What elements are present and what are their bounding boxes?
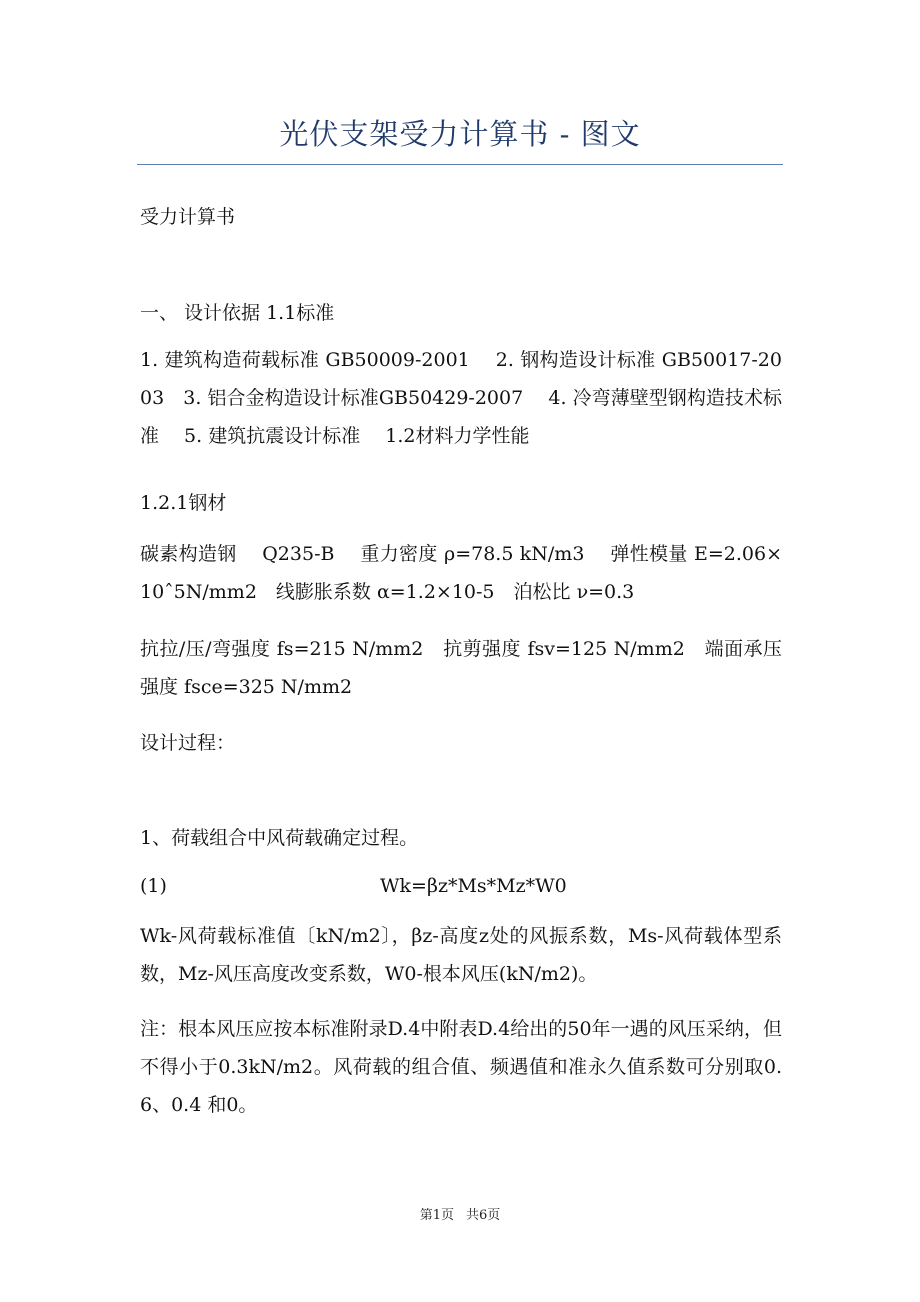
title-divider [137,164,783,165]
strength-paragraph: 抗拉/压/弯强度 fs=215 N/mm2 抗剪强度 fsv=125 N/mm2 端面承压强度 fsce=325 N/mm2 [140,638,782,698]
design-basis-heading: 一、 设计依据 1.1标准 [140,302,335,324]
page-total: 共6页 [466,1208,501,1223]
formula-line [140,867,782,905]
page-number: 第1页 [419,1208,454,1223]
design-process-heading: 设计过程： [140,732,236,754]
page-title: 光伏支架受力计算书 - 图文 [279,117,641,151]
steel-subheading: 1.2.1钢材 [140,492,227,514]
steel-properties-paragraph: 碳素构造钢 Q235-B 重力密度 ρ=78.5 kN/m3 弹性模量 E=2.06×10ˆ5N/mm2 线膨胀系数 α=1.2×10-5 泊松比 ν=0.3 [140,543,782,603]
page-footer [0,1207,920,1225]
symbols-paragraph: Wk-风荷载标准值〔kN/m2〕，βz-高度z处的风振系数，Ms-风荷载体型系数，Mz-风压高度改变系数，W0-根本风压(kN/m2)。 [140,925,782,985]
note-paragraph: 注：根本风压应按本标准附录D.4中附表D.4给出的50年一遇的风压采纳，但不得小于0.3kN/m2。风荷载的组合值、频遇值和准永久值系数可分别取0.6、0.4 和0。 [140,1018,782,1116]
standards-paragraph: 1. 建筑构造荷载标准 GB50009-2001 2. 钢构造设计标准 GB50017-2003 3. 铝合金构造设计标准GB50429-2007 4. 冷弯薄壁型钢构造技术标准 5. 建筑抗震设计标准 1.2材料力学性能 [140,349,782,447]
formula-number: (1) [140,875,167,897]
formula-expression: Wk=βz*Ms*Mz*W0 [380,875,567,897]
load-combination-heading: 1、荷载组合中风荷载确定过程。 [140,827,419,849]
document-heading: 受力计算书 [140,206,236,228]
